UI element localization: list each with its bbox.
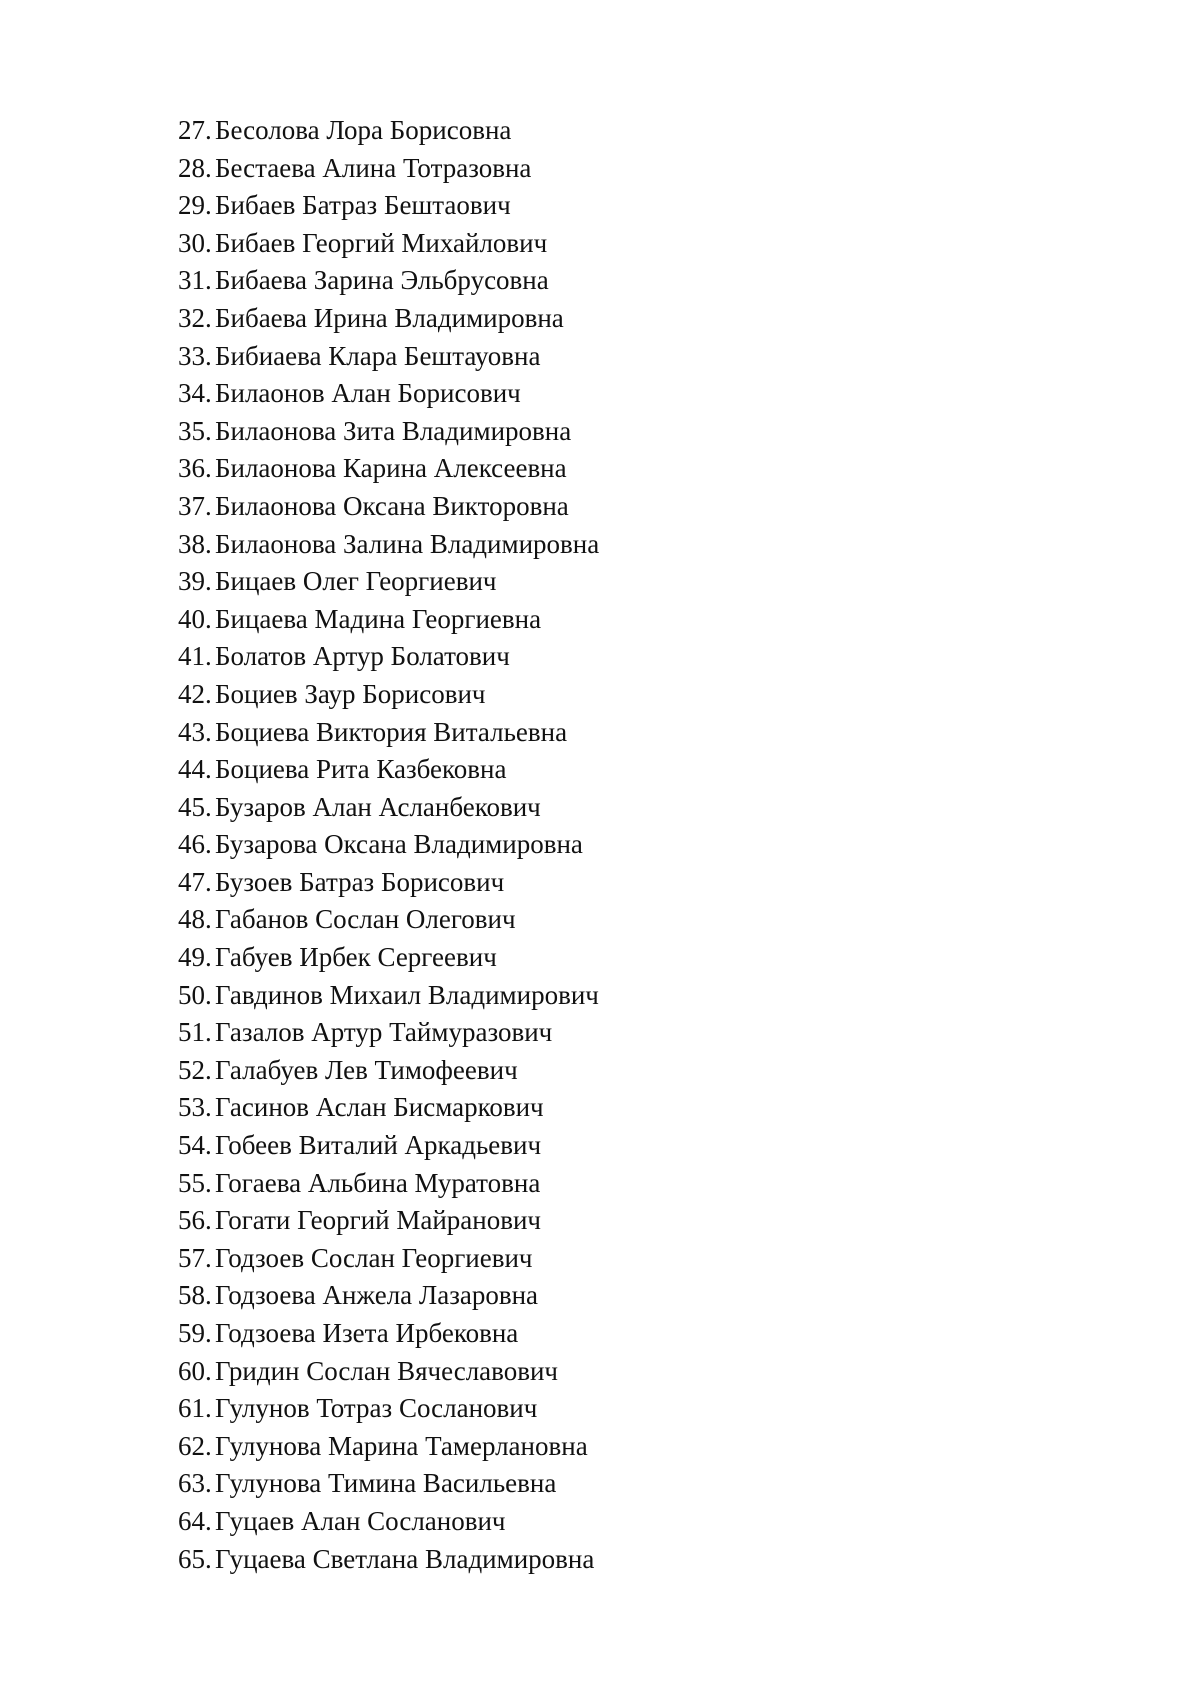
item-number: 49. [178,942,212,973]
person-name: Габуев Ирбек Сергеевич [215,942,497,973]
person-name: Гобеев Виталий Аркадьевич [215,1130,542,1161]
item-number: 34. [178,378,212,409]
list-item [178,450,599,488]
person-name: Газалов Артур Таймуразович [215,1017,553,1048]
list-item [178,1503,599,1541]
person-name: Билаонова Карина Алексеевна [215,453,567,484]
item-number: 59. [178,1318,212,1348]
person-name: Бесолова Лора Борисовна [215,115,512,145]
list-item [178,1052,599,1090]
item-number: 64. [178,1505,212,1536]
list-item [178,977,599,1015]
list-item [178,300,599,338]
person-name: Бибаев Батраз Бештаович [215,190,511,221]
item-number: 40. [178,603,212,634]
list-item [178,826,599,864]
item-number: 60. [178,1355,212,1386]
item-number: 53. [178,1092,212,1123]
item-number: 30. [178,227,212,258]
list-item [178,939,599,977]
person-name: Годзоев Сослан Георгиевич [215,1242,533,1273]
person-name: Гасинов Аслан Бисмаркович [215,1092,544,1123]
list-item [178,864,599,902]
list-item [178,751,599,789]
list-item [178,1315,599,1353]
item-number: 32. [178,302,212,333]
item-number: 48. [178,904,212,935]
list-item [178,187,599,225]
person-name: Билаонова Залина Владимировна [215,528,600,559]
person-name: Гавдинов Михаил Владимирович [215,979,599,1010]
list-item [178,714,599,752]
list-item [178,901,599,939]
list-item [178,262,599,300]
list-item [178,1240,599,1278]
person-name: Бицаев Олег Георгиевич [215,566,497,597]
person-name: Боциева Виктория Витальевна [215,716,568,747]
person-name: Бузарова Оксана Владимировна [215,829,583,860]
item-number: 47. [178,866,212,897]
item-number: 28. [178,152,212,183]
person-name: Бибаева Ирина Владимировна [215,302,564,333]
item-number: 36. [178,453,212,484]
list-item [178,112,599,150]
item-number: 56. [178,1205,212,1236]
item-number: 43. [178,716,212,747]
person-name: Бибаева Зарина Эльбрусовна [215,265,549,296]
list-item [178,150,599,188]
item-number: 62. [178,1430,212,1461]
item-number: 44. [178,754,212,785]
item-number: 46. [178,829,212,860]
person-name: Бузоев Батраз Борисович [215,866,505,897]
list-item [178,1541,599,1579]
person-name: Гогаева Альбина Муратовна [215,1167,541,1198]
list-item [178,1353,599,1391]
person-name: Болатов Артур Болатович [215,641,510,672]
item-number: 42. [178,678,212,709]
person-name: Гуцаева Светлана Владимировна [215,1543,595,1574]
person-name: Билаонов Алан Борисович [215,378,521,409]
list-item [178,789,599,827]
person-name: Галабуев Лев Тимофеевич [215,1054,518,1085]
item-number: 55. [178,1167,212,1198]
item-number: 39. [178,566,212,597]
list-item [178,1127,599,1165]
list-item [178,338,599,376]
item-number: 51. [178,1017,212,1048]
person-name: Билаонова Зита Владимировна [215,415,572,446]
list-item [178,1089,599,1127]
list-item [178,601,599,639]
list-item [178,1014,599,1052]
list-item [178,1165,599,1203]
person-name: Гридин Сослан Вячеславович [215,1355,559,1386]
item-number: 31. [178,265,212,296]
person-name: Боциева Рита Казбековна [215,754,507,785]
person-name: Билаонова Оксана Викторовна [215,490,569,521]
list-item [178,1277,599,1315]
list-item [178,1202,599,1240]
person-name: Годзоева Анжела Лазаровна [215,1280,539,1311]
item-number: 65. [178,1543,212,1574]
person-name: Бицаева Мадина Георгиевна [215,603,542,634]
item-number: 61. [178,1393,212,1424]
item-number: 38. [178,528,212,559]
person-name: Гогати Георгий Майранович [215,1205,542,1236]
list-item [178,676,599,714]
person-name: Бибиаева Клара Бештауовна [215,340,541,371]
person-name: Гулунова Марина Тамерлановна [215,1430,588,1461]
list-item [178,225,599,263]
name-list [178,112,599,1578]
person-name: Бибаев Георгий Михайлович [215,227,548,258]
person-name: Гуцаев Алан Сосланович [215,1505,506,1536]
list-item [178,638,599,676]
person-name: Гулунов Тотраз Сосланович [215,1393,538,1424]
list-item [178,1428,599,1466]
item-number: 33. [178,340,212,371]
list-item [178,375,599,413]
item-number: 29. [178,190,212,221]
person-name: Бузаров Алан Асланбекович [215,791,541,822]
person-name: Гулунова Тимина Васильевна [215,1468,557,1499]
person-name: Габанов Сослан Олегович [215,904,516,935]
list-item [178,488,599,526]
list-item [178,563,599,601]
person-name: Боциев Заур Борисович [215,678,486,709]
item-number: 35. [178,415,212,446]
item-number: 37. [178,490,212,521]
list-item [178,1465,599,1503]
list-item [178,413,599,451]
list-item [178,1390,599,1428]
item-number: 54. [178,1130,212,1161]
person-name: Годзоева Изета Ирбековна [215,1318,519,1348]
person-name: Бестаева Алина Тотразовна [215,152,532,183]
item-number: 50. [178,979,212,1010]
item-number: 45. [178,791,212,822]
item-number: 57. [178,1242,212,1273]
item-number: 52. [178,1054,212,1085]
item-number: 58. [178,1280,212,1311]
item-number: 63. [178,1468,212,1499]
item-number: 41. [178,641,212,672]
item-number: 27. [178,115,212,145]
list-item [178,526,599,564]
